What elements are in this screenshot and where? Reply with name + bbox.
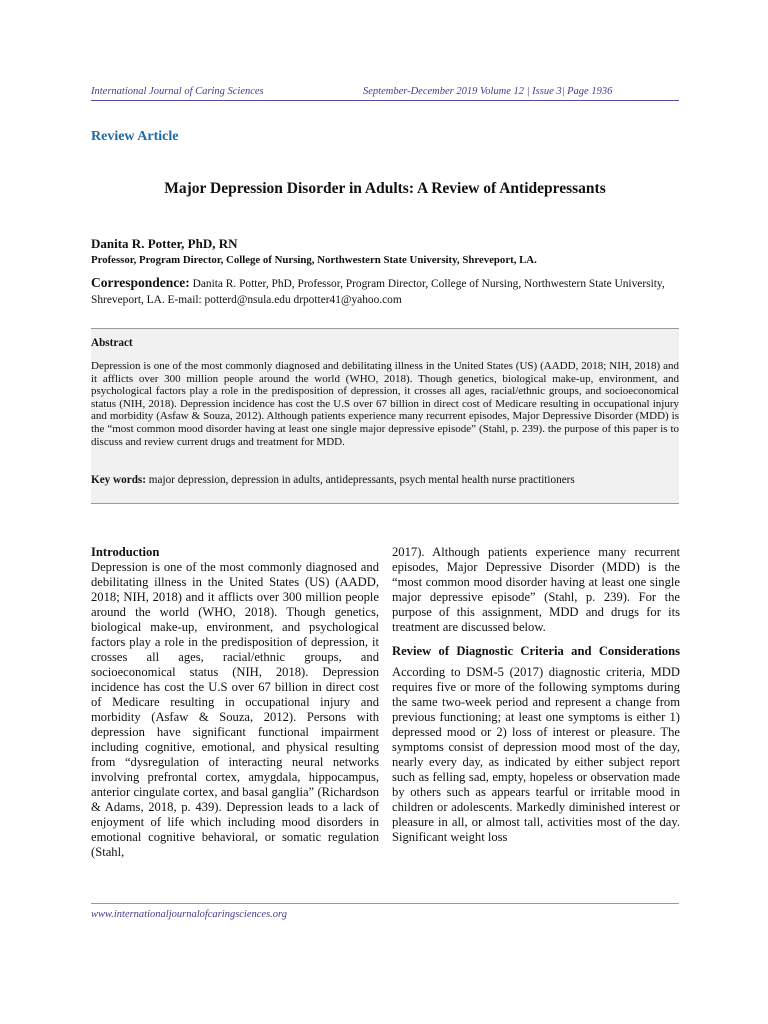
journal-name: International Journal of Caring Sciences — [91, 86, 264, 97]
review-heading: Review of Diagnostic Criteria and Considerations — [392, 644, 680, 658]
keywords-text: major depression, depression in adults, antidepressants, psych mental health nurse practitioners — [146, 474, 575, 486]
correspondence — [91, 275, 679, 308]
keywords-label: Key words: — [91, 474, 146, 486]
abstract-box — [91, 328, 679, 504]
keywords — [91, 474, 679, 486]
header-divider — [91, 100, 679, 101]
correspondence-text: Danita R. Potter, PhD, Professor, Program Director, College of Nursing, Northwestern State University, Shreveport, LA. E-mail: potterd@nsula.edu drpotter41@yahoo.com — [91, 278, 665, 306]
footer-divider — [91, 903, 679, 904]
author-name: Danita R. Potter, PhD, RN — [91, 236, 238, 251]
abstract-heading: Abstract — [91, 337, 133, 349]
review-text: According to DSM-5 (2017) diagnostic criteria, MDD requires five or more of the following symptoms during the same two-week period and represent a change from previous functioning; at least one symptoms is either 1) depressed mood or 2) loss of interest or pleasure. The symptoms consist of depression mood most of the day, nearly every day, as indicated by either subject report such as felling sad, empty, hopeless or observation made by others such as appears tearful or irritable mood in children or adolescents. Markedly diminished interest or pleasure in all, or almost tall, activities most of the day. Significant weight loss — [392, 665, 680, 844]
author-affiliation: Professor, Program Director, College of Nursing, Northwestern State University, Shreveport, LA. — [91, 254, 537, 266]
paper-title: Major Depression Disorder in Adults: A Review of Antidepressants — [164, 180, 606, 197]
body-column-right — [392, 545, 680, 845]
introduction-continued: 2017). Although patients experience many recurrent episodes, Major Depressive Disorder (MDD) is the “most common mood disorder having at least one single major depressive episode” (Stahl, p. 239). For the purpose of this assignment, MDD and drugs for its treatment are discussed below. — [392, 545, 680, 634]
footer-url: www.internationaljournalofcaringsciences.org — [91, 909, 287, 920]
correspondence-label: Correspondence: — [91, 275, 190, 290]
abstract-text: Depression is one of the most commonly diagnosed and debilitating illness in the United States (US) (AADD, 2018; NIH, 2018) and it afflicts over 300 million people around the world (WHO, 2018). Though genetics, biological make-up, environment, and psychological factors play a role in the predisposition of depression, it crosses all ages, racial/ethnic groups, and socioeconomical status (NIH, 2018). Depression incidence has cost the U.S over 67 billion in direct cost of Medicare resulting in occupational injury and morbidity (Asfaw & Souza, 2012). Although patients experience many recurrent episodes, Major Depressive Disorder (MDD) is the “most common mood disorder having at least one single major depressive episode” (Stahl, p. 239). the purpose of this paper is to discuss and review current drugs and treatment for MDD. — [91, 360, 679, 448]
introduction-heading: Introduction — [91, 545, 160, 559]
body-column-left — [91, 545, 379, 860]
article-type: Review Article — [91, 129, 179, 144]
issue-info: September-December 2019 Volume 12 | Issue 3| Page 1936 — [363, 86, 613, 97]
introduction-text: Depression is one of the most commonly diagnosed and debilitating illness in the United States (US) (AADD, 2018; NIH, 2018) and it afflicts over 300 million people around the world (WHO, 2018). Though genetics, biological make-up, environment, and psychological factors play a role in the predisposition of depression, it crosses all ages, racial/ethnic groups, and socioeconomical status (NIH, 2018). Depression incidence has cost the U.S over 67 billion in direct cost of Medicare resulting in occupational injury and morbidity (Asfaw & Souza, 2012). Persons with depression have significant functional impairment including cognitive, emotional, and physical resulting from “dysregulation of interacting neural networks involving prefrontal cortex, amygdala, hippocampus, anterior cingulate cortex, and basal ganglia” (Richardson & Adams, 2018, p. 439). Depression leads to a lack of enjoyment of life which including mood disorders in emotional cognitive behavioral, or somatic regulation (Stahl, — [91, 560, 379, 859]
